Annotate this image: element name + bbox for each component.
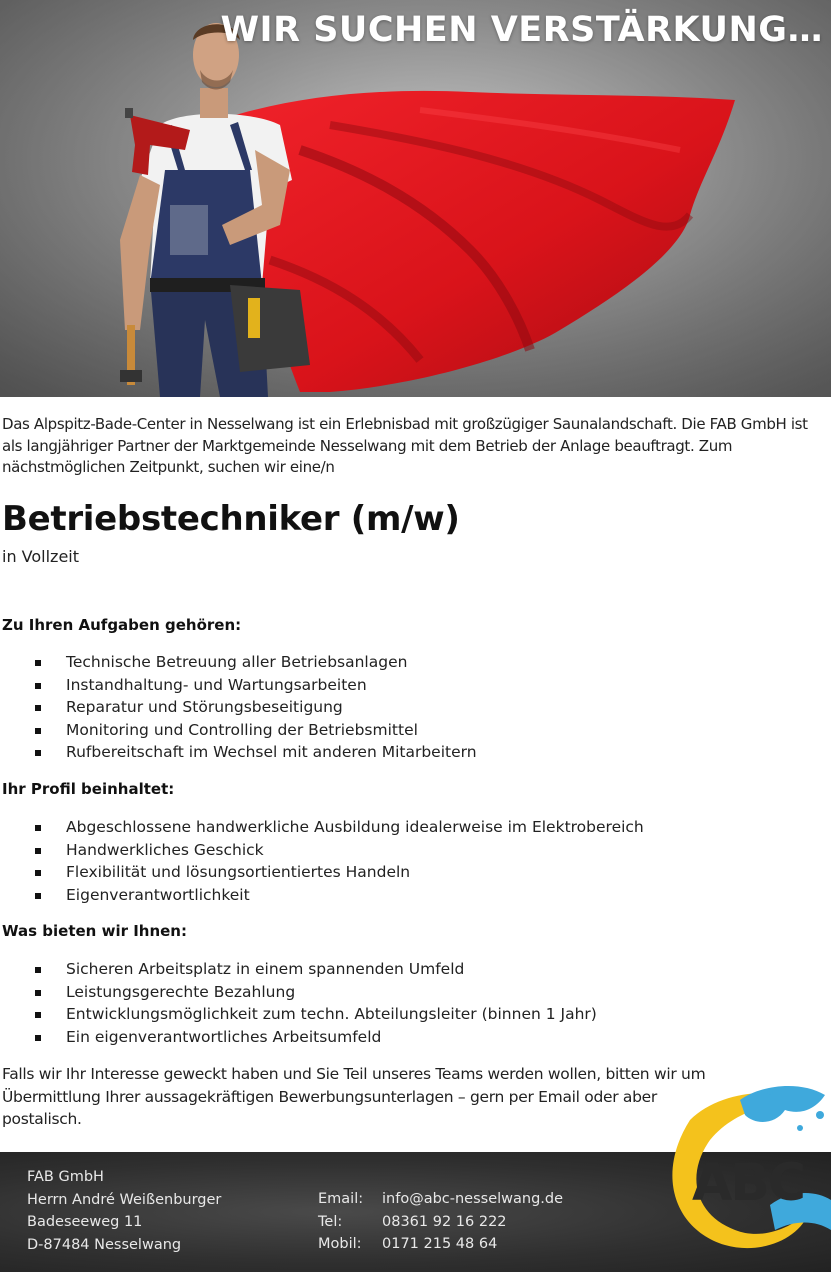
list-item: Technische Betreuung aller Betriebsanlagen	[0, 651, 477, 674]
hero-illustration	[0, 0, 831, 397]
list-item: Handwerkliches Geschick	[0, 839, 644, 862]
mobile-value: 0171 215 48 64	[382, 1236, 498, 1252]
phone-value: 08361 92 16 222	[382, 1213, 507, 1230]
list-item: Leistungsgerechte Bezahlung	[0, 981, 597, 1004]
tasks-list	[0, 651, 477, 764]
email-label: Email:	[318, 1191, 364, 1207]
phone-label: Tel:	[318, 1213, 343, 1230]
email-link[interactable]: info@abc-nesselwang.de	[382, 1191, 564, 1207]
closing-paragraph: Falls wir Ihr Interesse geweckt haben und Sie Teil unseres Teams werden wollen, bitten wir um Übermittlung Ihrer aussagekräftigen Bewerbungsunterlagen – gern per Email oder aber postalisch.	[2, 1065, 706, 1129]
job-subtitle: in Vollzeit	[2, 547, 80, 566]
list-item: Entwicklungsmöglichkeit zum techn. Abteilungsleiter (binnen 1 Jahr)	[0, 1003, 597, 1026]
contact-person: Herrn André Weißenburger	[27, 1191, 222, 1208]
list-item: Ein eigenverantwortliches Arbeitsumfeld	[0, 1026, 597, 1049]
street-address: Badeseeweg 11	[27, 1214, 143, 1230]
city-address: D-87484 Nesselwang	[27, 1236, 182, 1253]
email-row	[318, 1188, 563, 1211]
mobile-label: Mobil:	[318, 1236, 362, 1252]
list-item: Rufbereitschaft im Wechsel mit anderen Mitarbeitern	[0, 741, 477, 764]
contact-block	[318, 1188, 563, 1256]
list-item: Abgeschlossene handwerkliche Ausbildung idealerweise im Elektrobereich	[0, 816, 644, 839]
list-item: Monitoring und Controlling der Betriebsmittel	[0, 719, 477, 742]
job-title: Betriebstechniker (m/w)	[2, 499, 460, 539]
intro-paragraph: Das Alpspitz-Bade-Center in Nesselwang ist ein Erlebnisbad mit großzügiger Saunalandschaft. Die FAB GmbH ist als langjähriger Partner der Marktgemeinde Nesselwang mit dem Betrieb der Anlage beauftragt. Zum nächstmöglichen Zeitpunkt, suchen wir eine/n	[2, 415, 808, 476]
section-title-offer: Was bieten wir Ihnen:	[2, 922, 187, 940]
logo-text: ABC	[692, 1153, 805, 1213]
list-item: Flexibilität und lösungsortientiertes Handeln	[0, 861, 644, 884]
section-title-tasks: Zu Ihren Aufgaben gehören:	[2, 616, 242, 634]
list-item: Sicheren Arbeitsplatz in einem spannenden Umfeld	[0, 958, 597, 981]
profile-list	[0, 816, 644, 906]
section-title-profile: Ihr Profil beinhaltet:	[2, 780, 175, 798]
phone-row	[318, 1211, 563, 1234]
offer-list	[0, 958, 597, 1048]
list-item: Eigenverantwortlichkeit	[0, 884, 644, 907]
mobile-row	[318, 1233, 563, 1256]
abc-logo	[650, 1080, 831, 1250]
list-item: Instandhaltung- und Wartungsarbeiten	[0, 674, 477, 697]
hero-headline: WIR SUCHEN VERSTÄRKUNG…	[220, 10, 823, 50]
company-name: FAB GmbH	[27, 1169, 104, 1185]
hero-banner	[0, 0, 831, 397]
list-item: Reparatur und Störungsbeseitigung	[0, 696, 477, 719]
address-block	[27, 1166, 221, 1256]
